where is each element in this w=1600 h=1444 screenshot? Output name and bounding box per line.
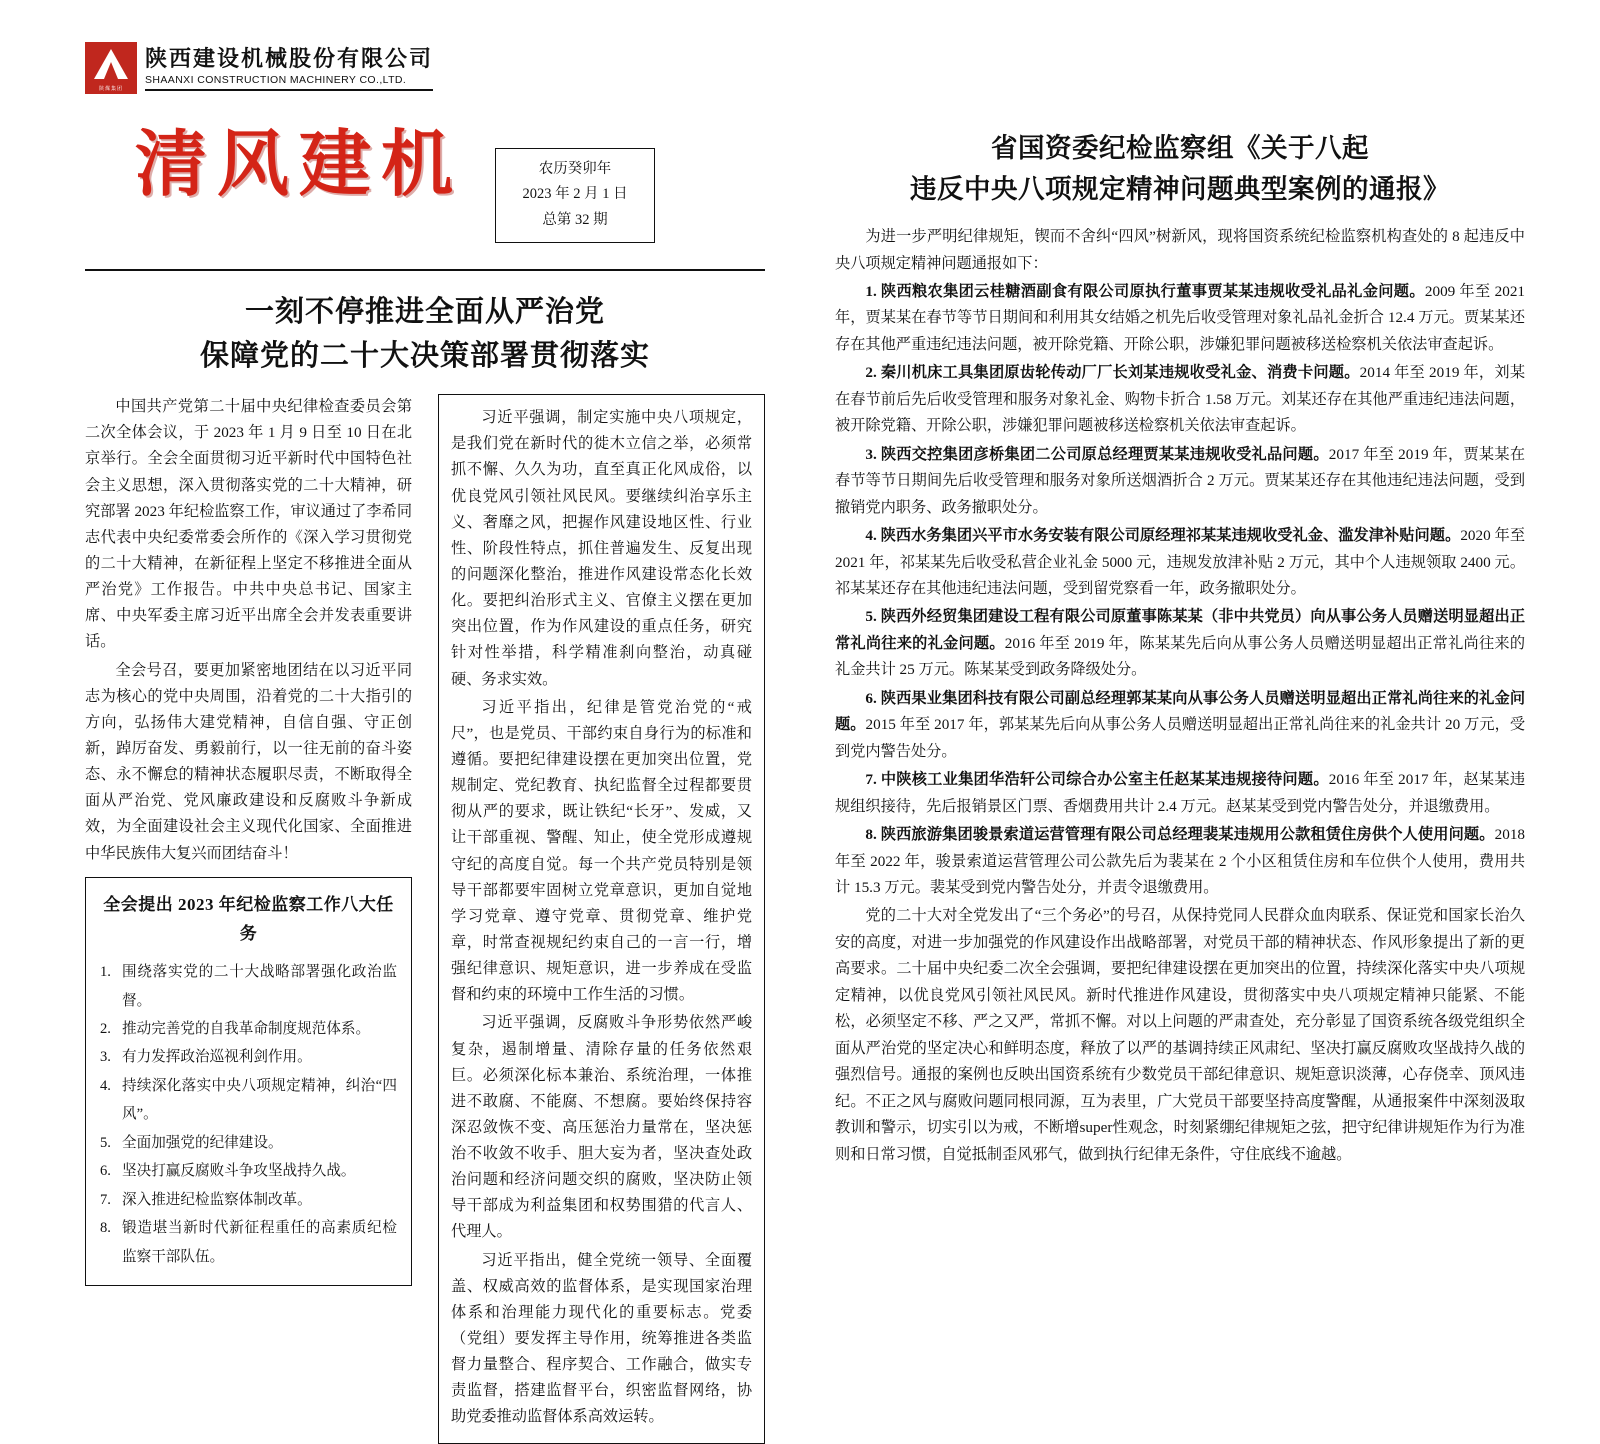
article-paragraph: 习近平强调，反腐败斗争形势依然严峻复杂，遏制增量、清除存量的任务依然艰巨。必须深化标本兼治、系统治理，一体推进不敢腐、不能腐、不想腐。要始终保持容深忍敛恢不变、高压惩治力量常在，坚决惩治不收敛不收手、胆大妄为者，坚决查处政治问题和经济问题交织的腐败，坚决防止领导干部成为利益集团和权势围猎的代言人、代理人。 bbox=[451, 1014, 752, 1241]
list-item bbox=[100, 958, 397, 1015]
list-item-number: 8. bbox=[100, 1220, 111, 1237]
issue-date: 2023 年 2 月 1 日 bbox=[522, 186, 628, 203]
list-item-label: 锻造堪当新时代新征程重任的高素质纪检监察干部队伍。 bbox=[122, 1220, 397, 1265]
paper-title: 清风建机 bbox=[135, 121, 464, 206]
article-paragraph: 习近平指出，健全党统一领导、全面覆盖、权威高效的监督体系，是实现国家治理体系和治理能力现代化的重要标志。党委（党组）要发挥主导作用，统筹推进各类监督力量整合、程序契合、工作融合，做实专责监督，搭建监督平台，织密监督网络，协助党委推动监督体系高效运转。 bbox=[451, 1251, 752, 1426]
list-item-number: 6. bbox=[100, 1163, 111, 1180]
list-item-label: 全面加强党的纪律建设。 bbox=[122, 1134, 283, 1151]
case-paragraph bbox=[835, 822, 1525, 901]
list-item-label: 推动完善党的自我革命制度规范体系。 bbox=[122, 1021, 371, 1038]
article-paragraph: 全会号召，要更加紧密地团结在以习近平同志为核心的党中央周围，沿着党的二十大指引的方向，弘扬伟大建党精神，自信自强、守正创新，踔厉奋发、勇毅前行，以一往无前的奋斗姿态、永不懈怠的精神状态履职尽责，不断取得全面从严治党、党风廉政建设和反腐败斗争新成效，为全面建设社会主义现代化国家、全面推进中华民族伟大复兴而团结奋斗！ bbox=[85, 661, 412, 862]
page-title bbox=[85, 291, 765, 378]
tasks-box-title: 全会提出 2023 年纪检监察工作八大任务 bbox=[103, 894, 394, 943]
article-paragraph: 习近平指出，纪律是管党治党的“戒尺”，也是党员、干部约束自身行为的标准和遵循。要把纪律建设摆在更加突出位置，党规制定、党纪教育、执纪监督全过程都要贯彻从严的要求，既让铁纪“长牙”、发威，又让干部重视、警醒、知止，使全党形成遵规守纪的高度自觉。每一个共产党员特别是领导干部都要牢固树立党章意识，更加自觉地学习党章、遵守党章、贯彻党章、维护党章，时常查视规纪约束自己的一言一行，增强纪律意识、规矩意识，进一步养成在受监督和约束的环境中工作生活的习惯。 bbox=[451, 698, 752, 1004]
headline-line-2: 保障党的二十大决策部署贯彻落实 bbox=[199, 339, 650, 372]
right-page bbox=[835, 128, 1525, 1170]
case-body: 2016 年至 2017 年，赵某某违规组织接待，先后报销景区门票、香烟费用共计 2.4 万元。赵某某受到党内警告处分，并退缴费用。 bbox=[835, 771, 1526, 815]
list-item bbox=[100, 1072, 397, 1129]
case-body: 2009 年至 2021 年，贾某某在春节等节日期间和利用其女结婚之机先后收受管理对象礼品礼金折合 12.4 万元。贾某某还存在其他严重违纪违法问题，被开除党籍、开除公职，涉嫌犯罪问题被移送检察机关依法审查起诉。 bbox=[835, 283, 1526, 353]
case-paragraph bbox=[835, 686, 1525, 765]
list-item bbox=[100, 1214, 397, 1271]
case-paragraph bbox=[835, 523, 1525, 602]
case-lead: 7. 中陕核工业集团华浩轩公司综合办公室主任赵某某违规接待问题。 bbox=[865, 771, 1329, 789]
list-item-label: 有力发挥政治巡视利剑作用。 bbox=[122, 1049, 312, 1066]
list-item-number: 1. bbox=[100, 964, 111, 981]
case-paragraph bbox=[835, 279, 1525, 358]
company-name-block bbox=[145, 45, 433, 92]
list-item bbox=[100, 1186, 397, 1214]
issue-lunar-date: 农历癸卯年 bbox=[538, 161, 612, 177]
tasks-box bbox=[85, 877, 412, 1286]
case-lead: 3. 陕西交控集团彦桥集团二公司原总经理贾某某违规收受礼品问题。 bbox=[865, 445, 1329, 463]
case-body: 2014 年至 2019 年，刘某在春节前后先后收受管理和服务对象礼金、购物卡折合 1.58 万元。刘某还存在其他严重违纪违法问题，被开除党籍、开除公职，涉嫌犯罪问题被移送检察机关依法审查起诉。 bbox=[835, 364, 1526, 435]
list-item bbox=[100, 1015, 397, 1043]
masthead-row bbox=[85, 110, 765, 243]
article-paragraph: 习近平强调，制定实施中央八项规定，是我们党在新时代的徙木立信之举，必须常抓不懈、久久为功，直至真正化风成俗，以优良党风引领社风民风。要继续纠治享乐主义、奢靡之风，把握作风建设地区性、行业性、阶段性特点，抓住普遍发生、反复出现的问题深化整治，推进作风建设常态化长效化。要把纠治形式主义、官僚主义摆在更加突出位置，作为作风建设的重点任务，研究针对性举措，科学精准刹向整治，动真碰硬、务求实效。 bbox=[451, 409, 752, 688]
case-lead: 1. 陕西粮农集团云桂糖酒副食有限公司原执行董事贾某某违规收受礼品礼金问题。 bbox=[865, 283, 1425, 301]
case-paragraph bbox=[835, 767, 1525, 820]
case-paragraph bbox=[835, 604, 1525, 683]
left-columns bbox=[85, 394, 765, 1443]
headline-line-1: 一刻不停推进全面从严治党 bbox=[244, 296, 605, 329]
list-item bbox=[100, 1157, 397, 1185]
right-title-line-1: 省国资委纪检监察组《关于八起 bbox=[991, 133, 1369, 163]
case-lead: 6. 陕西果业集团科技有限公司副总经理郭某某向从事公务人员赠送明显超出正常礼尚往来的礼金问题。 bbox=[835, 689, 1525, 734]
article-column-1 bbox=[85, 394, 412, 1443]
case-lead: 2. 秦川机床工具集团原齿轮传动厂厂长刘某违规收受礼金、消费卡问题。 bbox=[865, 364, 1360, 382]
case-body: 2020 年至 2021 年，祁某某先后收受私营企业礼金 5000 元，违规发放津补贴 2 万元，其中个人违规领取 2400 元。祁某某还存在其他违纪违法问题，受到留党察看一年，政务撤职处分。 bbox=[835, 527, 1526, 598]
list-item-number: 3. bbox=[100, 1049, 111, 1066]
list-item bbox=[100, 1129, 397, 1157]
list-item-label: 坚决打赢反腐败斗争攻坚战持久战。 bbox=[122, 1163, 356, 1180]
list-item-number: 4. bbox=[100, 1077, 111, 1094]
list-item-label: 围绕落实党的二十大战略部署强化政治监督。 bbox=[122, 964, 397, 1009]
list-item-number: 5. bbox=[100, 1134, 111, 1151]
case-paragraph bbox=[835, 360, 1525, 439]
right-page-title bbox=[835, 128, 1525, 210]
case-lead: 8. 陕西旅游集团骏景索道运营管理有限公司总经理裴某违规用公款租赁住房供个人使用问题。 bbox=[865, 826, 1495, 844]
case-lead: 4. 陕西水务集团兴平市水务安装有限公司原经理祁某某违规收受礼金、滥发津补贴问题。 bbox=[865, 527, 1461, 545]
right-title-line-2: 违反中央八项规定精神问题典型案例的通报》 bbox=[910, 174, 1450, 205]
closing-paragraph: 党的二十大对全党发出了“三个务必”的号召，从保持党同人民群众血肉联系、保证党和国家长治久安的高度，对进一步加强党的作风建设作出战略部署，对党员干部的精神状态、作风形象提出了新的更高要求。二十届中央纪委二次全会强调，要把纪律建设摆在更加突出的位置，持续深化落实中央八项规定精神，以优良党风引领社风民风。新时代推进作风建设，贯彻落实中央八项规定精神只能紧、不能松，必须坚定不移、严之又严，常抓不懈。对以上问题的严肃查处，充分彰显了国资系统各级党组织全面从严治党的坚定决心和鲜明态度，释放了以严的基调持续正风肃纪、坚决打赢反腐败攻坚战持久战的强烈信号。通报的案例也反映出国资系统有少数党员干部纪律意识、规矩意识淡薄，心存侥幸、顶风违纪。不正之风与腐败问题同根同源，互为表里，广大党员干部要坚持高度警醒，从通报案件中深刻汲取教训和警示，切实引以为戒，不断增super性观念，时刻紧绷纪律规矩之弦，把守纪律讲规矩作为行为准则和日常习惯，自觉抵制歪风邪气，做到执行纪律无条件，守住底线不逾越。 bbox=[835, 907, 1525, 1163]
list-item-number: 7. bbox=[100, 1191, 111, 1208]
case-body: 2016 年至 2019 年，陈某某先后向从事公务人员赠送明显超出正常礼尚往来的礼金共计 25 万元。陈某某受到政务降级处分。 bbox=[835, 634, 1526, 679]
page-divider bbox=[800, 40, 801, 1085]
left-page bbox=[85, 110, 765, 1444]
list-item-number: 2. bbox=[100, 1021, 111, 1038]
case-body: 2018 年至 2022 年，骏景索道运营管理公司公款先后为裴某在 2 个小区租赁住房和车位供个人使用，费用共计 15.3 万元。裴某受到党内警告处分，并责令退缴费用。 bbox=[835, 826, 1525, 896]
masthead-divider bbox=[85, 269, 765, 271]
issue-info-box bbox=[495, 148, 655, 243]
tasks-list bbox=[100, 958, 397, 1271]
case-lead: 5. 陕西外经贸集团建设工程有限公司原董事陈某某（非中共党员）向从事公务人员赠送明显超出正常礼尚往来的礼金问题。 bbox=[835, 608, 1525, 652]
company-logo-icon bbox=[85, 42, 137, 94]
case-paragraph bbox=[835, 442, 1525, 521]
company-logo-block bbox=[85, 42, 433, 94]
case-body: 2017 年至 2019 年，贾某某在春节等节日期间先后收受管理和服务对象所送烟酒折合 2 万元。贾某某还存在其他违纪违法问题，受到撤销党内职务、政务撤职处分。 bbox=[835, 445, 1526, 516]
article-column-2 bbox=[438, 394, 765, 1443]
list-item-label: 深入推进纪检监察体制改革。 bbox=[122, 1191, 312, 1208]
logo-caption: 陕煤集团 bbox=[85, 85, 137, 94]
issue-number: 总第 32 期 bbox=[542, 211, 608, 228]
company-name-cn: 陕西建设机械股份有限公司 bbox=[145, 45, 434, 71]
company-name-en: SHAANXI CONSTRUCTION MACHINERY CO.,LTD. bbox=[145, 74, 407, 87]
case-body: 2015 年至 2017 年，郭某某先后向从事公务人员赠送明显超出正常礼尚往来的礼金共计 20 万元，受到党内警告处分。 bbox=[835, 716, 1526, 760]
article-paragraph: 中国共产党第二十届中央纪律检查委员会第二次全体会议，于 2023 年 1 月 9 日至 10 日在北京举行。全会全面贯彻习近平新时代中国特色社会主义思想，深入贯彻落实党的二十大精神，研究部署 2023 年纪检监察工作，审议通过了李希同志代表中央纪委常委会所作的《深入学习贯彻党的二十大精神，在新征程上坚定不移推进全面从严治党》工作报告。中共中央总书记、国家主席、中央军委主席习近平出席全会并发表重要讲话。 bbox=[85, 398, 412, 651]
list-item bbox=[100, 1043, 397, 1071]
right-article-body bbox=[835, 224, 1525, 1168]
intro-paragraph: 为进一步严明纪律规矩，锲而不舍纠“四风”树新风，现将国资系统纪检监察机构查处的 8 起违反中央八项规定精神问题通报如下： bbox=[835, 228, 1525, 272]
list-item-label: 持续深化落实中央八项规定精神，纠治“四风”。 bbox=[122, 1077, 397, 1123]
